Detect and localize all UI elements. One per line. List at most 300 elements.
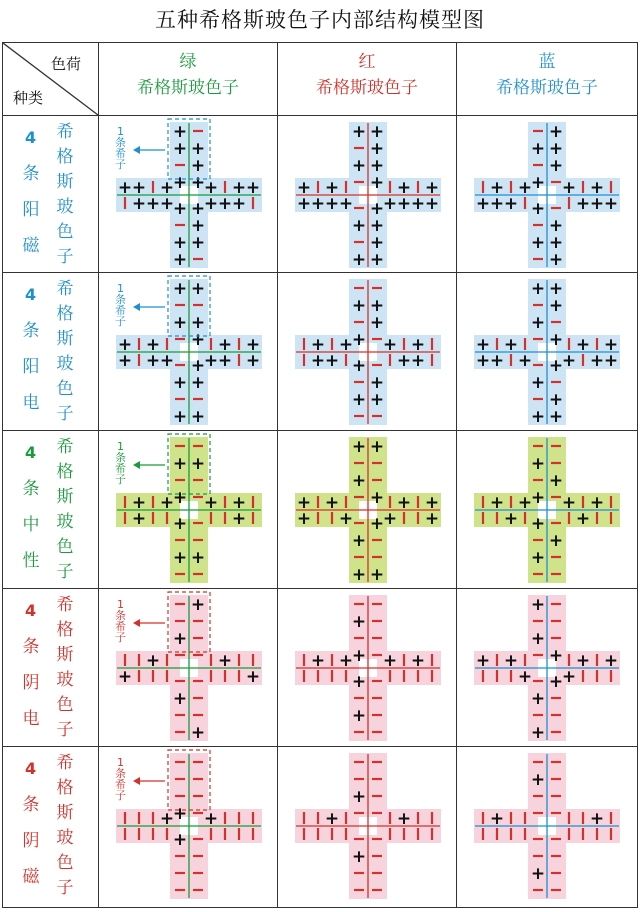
plus-sign: + (190, 313, 206, 333)
plus-sign: + (530, 864, 546, 884)
plus-sign: + (190, 595, 206, 615)
plus-sign: + (190, 216, 206, 236)
plus-sign: + (548, 156, 564, 176)
row-kind-char: 阳 (22, 357, 40, 377)
plus-sign: + (231, 493, 247, 513)
plus-sign: + (424, 509, 440, 529)
row-count: 4 (25, 128, 37, 147)
annotation-number: 1 (117, 282, 124, 295)
plus-sign: + (369, 296, 385, 316)
cross-diagram (457, 273, 635, 430)
plus-sign: + (190, 373, 206, 393)
row-label-char: 色 (56, 695, 74, 715)
row-count: 4 (25, 285, 37, 304)
plus-sign: + (351, 216, 367, 236)
annotation-char: 希 (115, 778, 126, 791)
row-header (3, 116, 91, 273)
plus-sign: + (530, 770, 546, 790)
plus-sign: + (145, 194, 161, 214)
plus-sign: + (245, 351, 261, 371)
plus-sign: + (296, 194, 312, 214)
row-kind (21, 471, 41, 579)
col-head-color: 红 (358, 52, 376, 72)
plus-sign: + (159, 178, 175, 198)
plus-sign: + (190, 723, 206, 743)
plus-sign: + (369, 313, 385, 333)
plus-sign: + (369, 199, 385, 219)
plus-sign: + (530, 313, 546, 333)
row-kind-char: 阴 (22, 673, 40, 693)
row-label-char: 子 (56, 562, 74, 582)
cross-diagram (278, 431, 456, 588)
arrow-head-icon (133, 461, 140, 469)
arrow-head-icon (133, 303, 140, 311)
plus-sign: + (172, 689, 188, 709)
plus-sign: + (351, 646, 367, 666)
plus-sign: + (203, 351, 219, 371)
plus-sign: + (530, 548, 546, 568)
plus-sign: + (382, 335, 398, 355)
plus-sign: + (159, 493, 175, 513)
plus-sign: + (503, 651, 519, 671)
plus-sign: + (131, 509, 147, 529)
plus-sign: + (530, 454, 546, 474)
plus-sign: + (369, 514, 385, 534)
plus-sign: + (530, 173, 546, 193)
plus-sign: + (351, 847, 367, 867)
plus-sign: + (190, 173, 206, 193)
strip-annotation (115, 599, 126, 643)
plus-sign: + (159, 194, 175, 214)
row-label-char: 希 (56, 753, 74, 773)
plus-sign: + (503, 509, 519, 529)
plus-sign: + (117, 335, 133, 355)
col-head-color: 蓝 (538, 52, 556, 72)
cross-diagram (457, 431, 635, 588)
col-head-blue (457, 49, 637, 101)
plus-sign: + (145, 335, 161, 355)
plus-sign: + (351, 296, 367, 316)
row-label (55, 120, 75, 270)
plus-sign: + (589, 809, 605, 829)
plus-sign: + (424, 493, 440, 513)
plus-sign: + (190, 454, 206, 474)
plus-sign: + (190, 330, 206, 350)
plus-sign: + (503, 335, 519, 355)
row-label-char: 玻 (56, 828, 74, 848)
plus-sign: + (530, 373, 546, 393)
plus-sign: + (245, 667, 261, 687)
arrow-head-icon (133, 619, 140, 627)
plus-sign: + (117, 667, 133, 687)
row-label-char: 玻 (56, 197, 74, 217)
plus-sign: + (548, 216, 564, 236)
plus-sign: + (338, 194, 354, 214)
model-table (2, 42, 638, 908)
col-head-name: 希格斯玻色子 (137, 78, 239, 98)
annotation-char: 条 (115, 293, 126, 306)
plus-sign: + (530, 629, 546, 649)
row-label (55, 593, 75, 743)
plus-sign: + (172, 830, 188, 850)
annotation-char: 子 (115, 473, 126, 486)
plus-sign: + (369, 216, 385, 236)
plus-sign: + (296, 178, 312, 198)
row-label-char: 斯 (56, 487, 74, 507)
plus-sign: + (369, 373, 385, 393)
plus-sign: + (589, 178, 605, 198)
plus-sign: + (530, 199, 546, 219)
plus-sign: + (561, 178, 577, 198)
plus-sign: + (338, 335, 354, 355)
plus-sign: + (310, 351, 326, 371)
plus-sign: + (382, 194, 398, 214)
plus-sign: + (296, 509, 312, 529)
plus-sign: + (172, 199, 188, 219)
row-kind-char: 中 (22, 515, 40, 535)
plus-sign: + (530, 139, 546, 159)
plus-sign: + (338, 509, 354, 529)
plus-sign: + (530, 514, 546, 534)
plus-sign: + (324, 809, 340, 829)
plus-sign: + (382, 651, 398, 671)
plus-sign: + (396, 194, 412, 214)
plus-sign: + (424, 194, 440, 214)
row-kind (21, 313, 41, 421)
plus-sign: + (172, 488, 188, 508)
arrow-head-icon (133, 146, 140, 154)
plus-sign: + (396, 493, 412, 513)
row-label-char: 斯 (56, 645, 74, 665)
cross-diagram (278, 747, 456, 904)
plus-sign: + (172, 514, 188, 534)
plus-sign: + (351, 122, 367, 142)
strip-annotation (115, 757, 126, 801)
plus-sign: + (351, 706, 367, 726)
row-label-char: 格 (56, 778, 74, 798)
plus-sign: + (231, 194, 247, 214)
plus-sign: + (351, 787, 367, 807)
plus-sign: + (369, 488, 385, 508)
plus-sign: + (530, 723, 546, 743)
plus-sign: + (172, 279, 188, 299)
plus-sign: + (172, 548, 188, 568)
row-label-char: 玻 (56, 512, 74, 532)
row-kind-char: 电 (22, 393, 40, 413)
plus-sign: + (369, 156, 385, 176)
plus-sign: + (172, 407, 188, 427)
plus-sign: + (548, 407, 564, 427)
plus-sign: + (530, 689, 546, 709)
plus-sign: + (231, 178, 247, 198)
annotation-char: 希 (115, 620, 126, 633)
arrow-head-icon (133, 777, 140, 785)
plus-sign: + (517, 178, 533, 198)
plus-sign: + (310, 651, 326, 671)
col-head-red (278, 49, 456, 101)
plus-sign: + (396, 351, 412, 371)
row-kind-char: 阴 (22, 831, 40, 851)
plus-sign: + (131, 493, 147, 513)
cross-diagram (457, 116, 635, 273)
row-kind (21, 629, 41, 737)
row-label-char: 子 (56, 247, 74, 267)
plus-sign: + (475, 194, 491, 214)
col-head-color: 绿 (179, 52, 197, 72)
plus-sign: + (530, 595, 546, 615)
row-kind-char: 条 (22, 321, 40, 341)
annotation-char: 子 (115, 158, 126, 171)
plus-sign: + (172, 454, 188, 474)
plus-sign: + (172, 313, 188, 333)
plus-sign: + (369, 122, 385, 142)
plus-sign: + (117, 178, 133, 198)
plus-sign: + (410, 335, 426, 355)
plus-sign: + (548, 471, 564, 491)
col-head-name: 希格斯玻色子 (496, 78, 598, 98)
row-label-char: 希 (56, 122, 74, 142)
plus-sign: + (548, 672, 564, 692)
plus-sign: + (217, 335, 233, 355)
plus-sign: + (489, 351, 505, 371)
plus-sign: + (369, 139, 385, 159)
plus-sign: + (603, 194, 619, 214)
plus-sign: + (396, 809, 412, 829)
row-kind-char: 条 (22, 795, 40, 815)
plus-sign: + (548, 122, 564, 142)
plus-sign: + (310, 194, 326, 214)
plus-sign: + (190, 233, 206, 253)
strip-annotation (115, 441, 126, 485)
plus-sign: + (172, 250, 188, 270)
cross-diagram (278, 273, 456, 430)
plus-sign: + (589, 194, 605, 214)
plus-sign: + (561, 667, 577, 687)
plus-sign: + (575, 194, 591, 214)
plus-sign: + (190, 279, 206, 299)
plus-sign: + (489, 809, 505, 829)
plus-sign: + (530, 407, 546, 427)
plus-sign: + (603, 351, 619, 371)
row-label-char: 格 (56, 304, 74, 324)
plus-sign: + (369, 390, 385, 410)
row-label-char: 玻 (56, 354, 74, 374)
plus-sign: + (575, 335, 591, 355)
annotation-char: 希 (115, 462, 126, 475)
plus-sign: + (369, 565, 385, 585)
plus-sign: + (131, 194, 147, 214)
plus-sign: + (475, 351, 491, 371)
row-label-char: 子 (56, 720, 74, 740)
plus-sign: + (131, 178, 147, 198)
plus-sign: + (351, 672, 367, 692)
plus-sign: + (324, 194, 340, 214)
plus-sign: + (172, 373, 188, 393)
row-label-char: 色 (56, 379, 74, 399)
plus-sign: + (548, 390, 564, 410)
row-kind-char: 条 (22, 637, 40, 657)
plus-sign: + (351, 356, 367, 376)
plus-sign: + (530, 488, 546, 508)
plus-sign: + (190, 199, 206, 219)
plus-sign: + (351, 250, 367, 270)
plus-sign: + (190, 356, 206, 376)
row-count: 4 (25, 601, 37, 620)
page-title: 五种希格斯玻色子内部结构模型图 (155, 8, 485, 32)
row-label-char: 斯 (56, 172, 74, 192)
row-kind-char: 条 (22, 164, 40, 184)
plus-sign: + (203, 194, 219, 214)
plus-sign: + (351, 565, 367, 585)
row-label (55, 435, 75, 585)
plus-sign: + (589, 351, 605, 371)
plus-sign: + (369, 437, 385, 457)
plus-sign: + (172, 139, 188, 159)
row-label-char: 子 (56, 878, 74, 898)
plus-sign: + (117, 351, 133, 371)
annotation-number: 1 (117, 756, 124, 769)
row-label-char: 希 (56, 437, 74, 457)
plus-sign: + (548, 531, 564, 551)
row-kind-char: 磁 (22, 867, 40, 887)
plus-sign: + (548, 233, 564, 253)
row-header (3, 273, 91, 430)
plus-sign: + (203, 178, 219, 198)
annotation-number: 1 (117, 440, 124, 453)
plus-sign: + (338, 651, 354, 671)
plus-sign: + (382, 509, 398, 529)
row-kind-char: 电 (22, 709, 40, 729)
plus-sign: + (351, 330, 367, 350)
plus-sign: + (517, 351, 533, 371)
annotation-char: 条 (115, 767, 126, 780)
annotation-number: 1 (117, 125, 124, 138)
plus-sign: + (351, 471, 367, 491)
strip-annotation (115, 126, 126, 170)
col-head-name: 希格斯玻色子 (316, 78, 418, 98)
plus-sign: + (217, 651, 233, 671)
row-header (3, 431, 91, 588)
plus-sign: + (145, 351, 161, 371)
plus-sign: + (548, 356, 564, 376)
annotation-char: 条 (115, 451, 126, 464)
row-label (55, 751, 75, 901)
row-label-char: 希 (56, 279, 74, 299)
plus-sign: + (324, 178, 340, 198)
plus-sign: + (561, 351, 577, 371)
plus-sign: + (217, 351, 233, 371)
plus-sign: + (190, 548, 206, 568)
row-kind-char: 性 (22, 551, 40, 571)
row-kind (21, 156, 41, 264)
plus-sign: + (245, 335, 261, 355)
plus-sign: + (589, 493, 605, 513)
row-count: 4 (25, 759, 37, 778)
plus-sign: + (172, 173, 188, 193)
plus-sign: + (190, 407, 206, 427)
plus-sign: + (548, 296, 564, 316)
plus-sign: + (172, 804, 188, 824)
row-label-char: 子 (56, 404, 74, 424)
row-label-char: 色 (56, 537, 74, 557)
plus-sign: + (603, 651, 619, 671)
plus-sign: + (172, 629, 188, 649)
strip-annotation (115, 283, 126, 327)
plus-sign: + (575, 651, 591, 671)
plus-sign: + (530, 279, 546, 299)
annotation-char: 希 (115, 147, 126, 160)
plus-sign: + (172, 233, 188, 253)
plus-sign: + (172, 122, 188, 142)
row-label-char: 格 (56, 462, 74, 482)
row-header (3, 747, 91, 904)
row-label-char: 格 (56, 620, 74, 640)
row-kind-char: 条 (22, 479, 40, 499)
plus-sign: + (489, 178, 505, 198)
plus-sign: + (203, 493, 219, 513)
plus-sign: + (217, 194, 233, 214)
row-label-char: 希 (56, 595, 74, 615)
row-label-char: 斯 (56, 803, 74, 823)
row-kind (21, 787, 41, 895)
row-label (55, 277, 75, 427)
row-label-char: 色 (56, 853, 74, 873)
row-label-char: 格 (56, 147, 74, 167)
plus-sign: + (231, 509, 247, 529)
col-head-green (99, 49, 277, 101)
plus-sign: + (517, 667, 533, 687)
cross-diagram (457, 589, 635, 746)
plus-sign: + (489, 493, 505, 513)
plus-sign: + (561, 493, 577, 513)
row-header (3, 589, 91, 746)
plus-sign: + (489, 194, 505, 214)
plus-sign: + (475, 335, 491, 355)
plus-sign: + (351, 437, 367, 457)
row-count: 4 (25, 443, 37, 462)
row-kind-char: 磁 (22, 236, 40, 256)
annotation-number: 1 (117, 598, 124, 611)
plus-sign: + (424, 178, 440, 198)
plus-sign: + (351, 612, 367, 632)
plus-sign: + (351, 390, 367, 410)
cross-diagram (278, 116, 456, 273)
plus-sign: + (369, 173, 385, 193)
plus-sign: + (548, 250, 564, 270)
plus-sign: + (475, 651, 491, 671)
plus-sign: + (159, 351, 175, 371)
annotation-char: 希 (115, 304, 126, 317)
plus-sign: + (396, 178, 412, 198)
plus-sign: + (324, 493, 340, 513)
plus-sign: + (410, 194, 426, 214)
row-kind-char: 阳 (22, 200, 40, 220)
plus-sign: + (548, 279, 564, 299)
row-label-char: 斯 (56, 329, 74, 349)
annotation-char: 条 (115, 609, 126, 622)
plus-sign: + (324, 351, 340, 371)
plus-sign: + (310, 335, 326, 355)
plus-sign: + (190, 156, 206, 176)
plus-sign: + (548, 139, 564, 159)
plus-sign: + (369, 233, 385, 253)
plus-sign: + (245, 178, 261, 198)
plus-sign: + (351, 531, 367, 551)
plus-sign: + (410, 351, 426, 371)
annotation-char: 条 (115, 136, 126, 149)
row-label-char: 色 (56, 222, 74, 242)
plus-sign: + (351, 156, 367, 176)
